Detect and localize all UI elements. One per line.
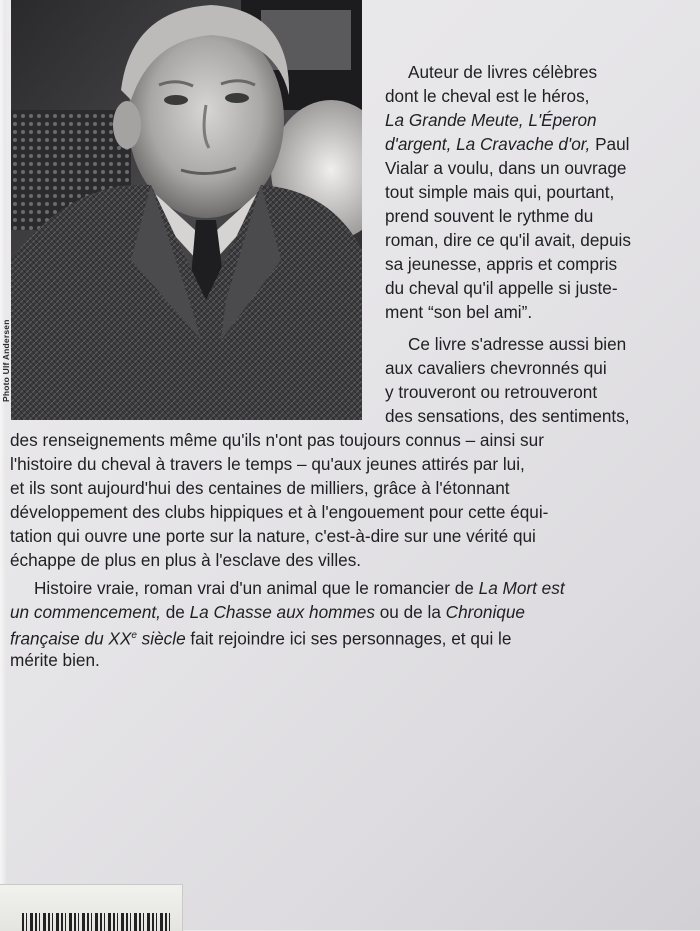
book-title-italic: française du XX [10,628,132,649]
book-title-italic: siècle [136,628,186,649]
text-line [10,600,525,624]
barcode-sticker [0,884,183,931]
text-line: tation qui ouvre une porte sur la nature, c'est-à-dire sur une vérité qui [10,526,536,546]
text-line: Vialar a voulu, dans un ouvrage [385,158,627,178]
text-fragment: Histoire vraie, roman vrai d'un animal que le romancier de [34,578,479,598]
text-line: sa jeunesse, appris et compris [385,254,618,274]
text-fragment: ou de la [374,602,446,622]
text-line [10,624,511,651]
text-line: ment “son bel ami”. [385,302,533,322]
text-line: Auteur de livres célèbres [408,62,598,82]
text-line: prend souvent le rythme du [385,206,594,226]
text-line: des renseignements même qu'ils n'ont pas toujours connus – ainsi sur [10,430,544,450]
text-line: développement des clubs hippiques et à l'engouement pour cette équi- [10,502,549,522]
text-line: tout simple mais qui, pourtant, [385,182,615,202]
text-line: Ce livre s'adresse aussi bien [408,334,627,354]
text-line: et ils sont aujourd'hui des centaines de milliers, grâce à l'étonnant [10,478,510,498]
page-edge [0,0,6,930]
text-line: mérite bien. [10,650,100,670]
superscript: e [131,630,137,641]
text-line: roman, dire ce qu'il avait, depuis [385,230,631,250]
text-line [34,576,565,600]
text-fragment: Paul [590,134,630,154]
book-title-italic: Chronique [445,602,525,622]
text-line: aux cavaliers chevronnés qui [385,358,607,378]
text-line: y trouveront ou retrouveront [385,382,598,402]
text-line: l'histoire du cheval à travers le temps – qu'aux jeunes attirés par lui, [10,454,525,474]
text-line: échappe de plus en plus à l'esclave des villes. [10,550,362,570]
book-title-italic: La Chasse aux hommes [189,602,375,622]
text-fragment: de [160,602,190,622]
author-portrait-image [11,0,362,420]
text-fragment: fait rejoindre ici ses personnages, et qui le [185,628,512,649]
text-line: dont le cheval est le héros, [385,86,590,106]
book-title-italic: La Mort est [478,578,565,598]
book-title-italic: d'argent, La Cravache d'or, [385,134,591,154]
text-line [385,132,630,156]
book-title-italic: un commencement, [10,602,161,622]
text-line: des sensations, des sentiments, [385,406,630,426]
text-line [385,108,597,132]
text-line: du cheval qu'il appelle si juste- [385,278,618,298]
author-photo [11,0,362,420]
barcode [22,913,172,931]
photo-credit: Photo Ulf Andersen [1,319,11,402]
book-title-italic: La Grande Meute, L'Éperon [385,110,597,130]
